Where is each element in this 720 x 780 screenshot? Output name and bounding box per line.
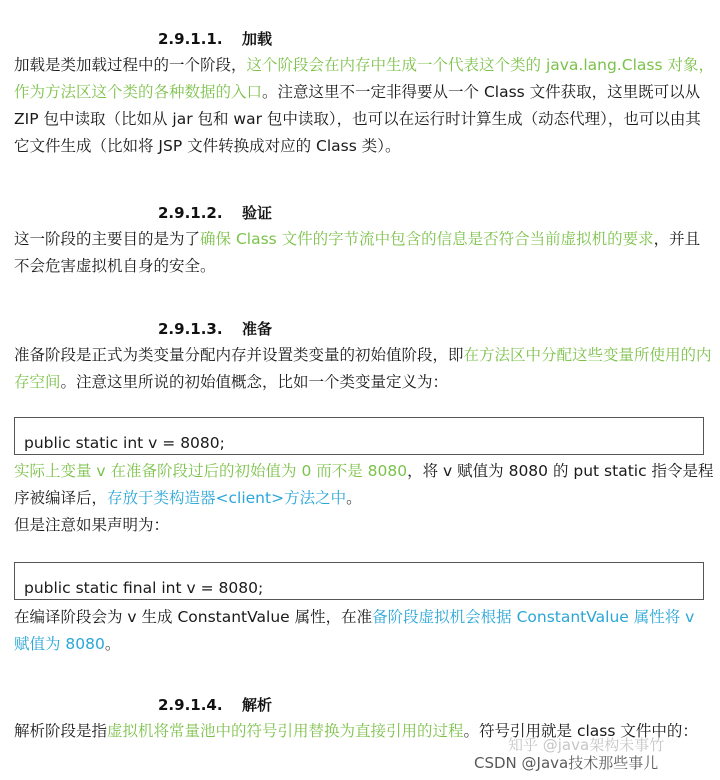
highlight-text: 确保 Class 文件的字节流中包含的信息是否符合当前虚拟机的要求 xyxy=(200,230,654,248)
text-run: 。符号引用就是 class 文件中的： xyxy=(463,722,698,740)
paragraph-loading xyxy=(14,52,714,160)
code-block-1 xyxy=(14,417,704,455)
code-text: public static int v = 8080; xyxy=(24,434,225,452)
csdn-watermark: CSDN @Java技术那些事儿 xyxy=(474,754,659,772)
section-title: 解析 xyxy=(242,696,273,714)
text-run: 。 xyxy=(104,635,121,653)
highlight-text-blue: 存放于类构造器<client>方法之中 xyxy=(107,489,347,507)
text-run: ，并且不会危害虚拟机自身的安全。 xyxy=(14,230,701,275)
text-run: 。注意这里不一定非得要从一个 Class 文件获取，这里既可以从 ZIP 包中读取（比如从 jar 包和 war 包中读取），也可以在运行时计算生成（动态代理），也可以由其它文件生成（比如将 JSP 文件转换成对应的 Class 类）。 xyxy=(14,83,701,155)
section-title: 准备 xyxy=(242,320,273,338)
highlight-text: 实际上变量 v 在准备阶段过后的初始值为 0 而不是 8080 xyxy=(14,462,408,480)
text-run: 加载是类加载过程中的一个阶段， xyxy=(14,56,247,74)
code-block-2 xyxy=(14,562,704,600)
section-number: 2.9.1.4. xyxy=(158,696,223,714)
highlight-text: 虚拟机将常量池中的符号引用替换为直接引用的过程 xyxy=(107,722,464,740)
text-run: 。注意这里所说的初始值概念，比如一个类变量定义为： xyxy=(60,373,449,391)
section-heading-resolution xyxy=(158,694,272,715)
text-run: ，将 v 赋值为 8080 的 put static 指令是程序被编译后， xyxy=(14,462,714,507)
section-number: 2.9.1.1. xyxy=(158,30,223,48)
text-run: 但是注意如果声明为： xyxy=(14,516,170,534)
zhihu-watermark: 知乎 @java架构未事竹 xyxy=(508,736,665,754)
paragraph-preparation-explanation xyxy=(14,458,714,512)
paragraph-preparation xyxy=(14,342,714,396)
text-run: 准备阶段是正式为类变量分配内存并设置类变量的初始值阶段，即 xyxy=(14,346,464,364)
section-title: 加载 xyxy=(242,30,273,48)
highlight-text: 在方法区中分配这些变量所使用的内存空间 xyxy=(14,346,712,391)
section-heading-preparation xyxy=(158,318,272,339)
highlight-text-blue: 备阶段虚拟机会根据 ConstantValue 属性将 v 赋值为 8080 xyxy=(14,608,695,653)
paragraph-note xyxy=(14,512,714,539)
section-heading-verification xyxy=(158,202,272,223)
text-run: 在编译阶段会为 v 生成 ConstantValue 属性，在准 xyxy=(14,608,373,626)
paragraph-constantvalue xyxy=(14,604,714,658)
highlight-text: 这个阶段会在内存中生成一个代表这个类的 java.lang.Class 对象，作为方法区这个类的各种数据的入口 xyxy=(14,56,714,101)
code-text: public static final int v = 8080; xyxy=(24,579,264,597)
section-number: 2.9.1.2. xyxy=(158,204,223,222)
section-title: 验证 xyxy=(242,204,273,222)
text-run: 。 xyxy=(346,489,362,507)
paragraph-verification xyxy=(14,226,714,280)
text-run: 解析阶段是指 xyxy=(14,722,108,740)
section-heading-loading xyxy=(158,28,272,49)
text-run: 这一阶段的主要目的是为了 xyxy=(14,230,201,248)
section-number: 2.9.1.3. xyxy=(158,320,223,338)
